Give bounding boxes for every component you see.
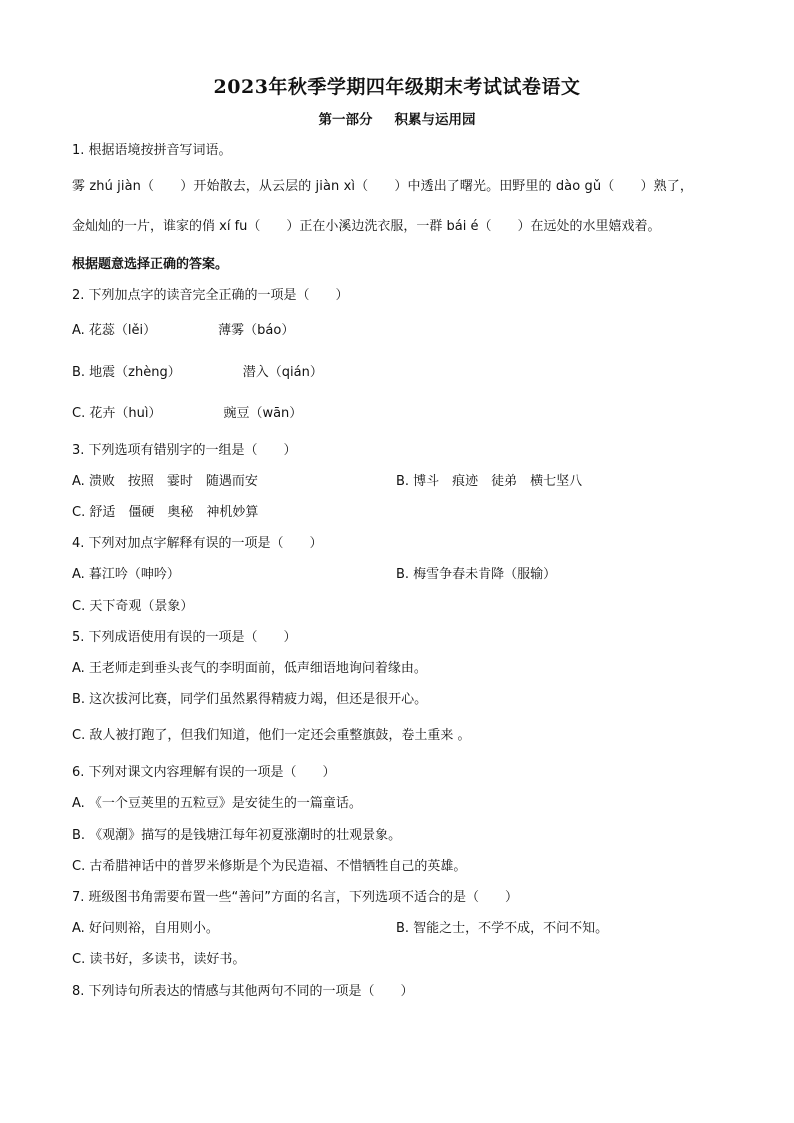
q3-option-b: B. 博斗 痕迹 徒弟 横七坚八 [396, 474, 583, 489]
q2-option-b-part1: B. 地震（zhèng） [72, 365, 181, 380]
q6-option-c: C. 古希腊神话中的普罗米修斯是个为民造福、不惜牺牲自己的英雄。 [72, 859, 467, 874]
q2-option-c [72, 405, 302, 423]
q2-option-a-part1: A. 花蕊（lěi） [72, 323, 157, 338]
q2-option-b [72, 364, 323, 382]
q4-stem: 4. 下列对加点字解释有误的一项是（ ） [72, 536, 323, 551]
q1-passage-line2: 金灿灿的一片，谁家的俏 xí fu（ ）正在小溪边洗衣服，一群 bái é（ ）在远处的水里嬉戏着。 [72, 219, 661, 234]
q5-stem: 5. 下列成语使用有误的一项是（ ） [72, 630, 297, 645]
q6-stem: 6. 下列对课文内容理解有误的一项是（ ） [72, 765, 336, 780]
q5-option-c: C. 敌人被打跑了，但我们知道，他们一定还会重整旗鼓，卷土重来 。 [72, 728, 471, 743]
q3-option-c: C. 舒适 僵硬 奥秘 神机妙算 [72, 505, 259, 520]
q6-option-b: B. 《观潮》描写的是钱塘江每年初夏涨潮时的壮观景象。 [72, 828, 402, 843]
q7-option-c: C. 读书好，多读书，读好书。 [72, 952, 246, 967]
q6-option-a: A. 《一个豆荚里的五粒豆》是安徒生的一篇童话。 [72, 796, 362, 811]
section-instruction: 根据题意选择正确的答案。 [72, 257, 229, 272]
q5-option-a: A. 王老师走到垂头丧气的李明面前，低声细语地询问着缘由。 [72, 661, 427, 676]
q7-option-b: B. 智能之士，不学不成，不问不知。 [396, 921, 609, 936]
q2-option-a [72, 322, 294, 340]
q5-option-b: B. 这次拔河比赛，同学们虽然累得精疲力竭，但还是很开心。 [72, 692, 428, 707]
part-subtitle: 积累与运用园 [394, 112, 476, 128]
q4-option-b: B. 梅雪争春未肯降（服输） [396, 567, 557, 582]
q3-option-a: A. 溃败 按照 霎时 随遇而安 [72, 474, 258, 489]
q2-option-c-part1: C. 花卉（huì） [72, 406, 162, 421]
q2-stem: 2. 下列加点字的读音完全正确的一项是（ ） [72, 288, 349, 303]
exam-title: 2023年秋季学期四年级期末考试试卷语文 [213, 76, 581, 98]
q7-option-a: A. 好问则裕，自用则小。 [72, 921, 219, 936]
q2-option-c-part2: 豌豆（wān） [223, 406, 303, 421]
q4-option-c: C. 天下奇观（景象） [72, 599, 194, 614]
q7-stem: 7. 班级图书角需要布置一些“善问”方面的名言，下列选项不适合的是（ ） [72, 890, 519, 905]
q1-stem: 1. 根据语境按拼音写词语。 [72, 143, 232, 158]
q4-option-a: A. 暮江吟（呻吟） [72, 567, 180, 582]
q8-stem: 8. 下列诗句所表达的情感与其他两句不同的一项是（ ） [72, 984, 414, 999]
part-name: 第一部分 [318, 112, 373, 128]
q2-option-a-part2: 薄雾（báo） [218, 323, 295, 338]
q2-option-b-part2: 潜入（qián） [242, 365, 323, 380]
part-heading [0, 108, 794, 128]
q3-stem: 3. 下列选项有错别字的一组是（ ） [72, 443, 297, 458]
q1-passage-line1: 雾 zhú jiàn（ ）开始散去，从云层的 jiàn xì（ ）中透出了曙光。田野里的 dào gǔ（ ）熟了， [72, 179, 693, 194]
